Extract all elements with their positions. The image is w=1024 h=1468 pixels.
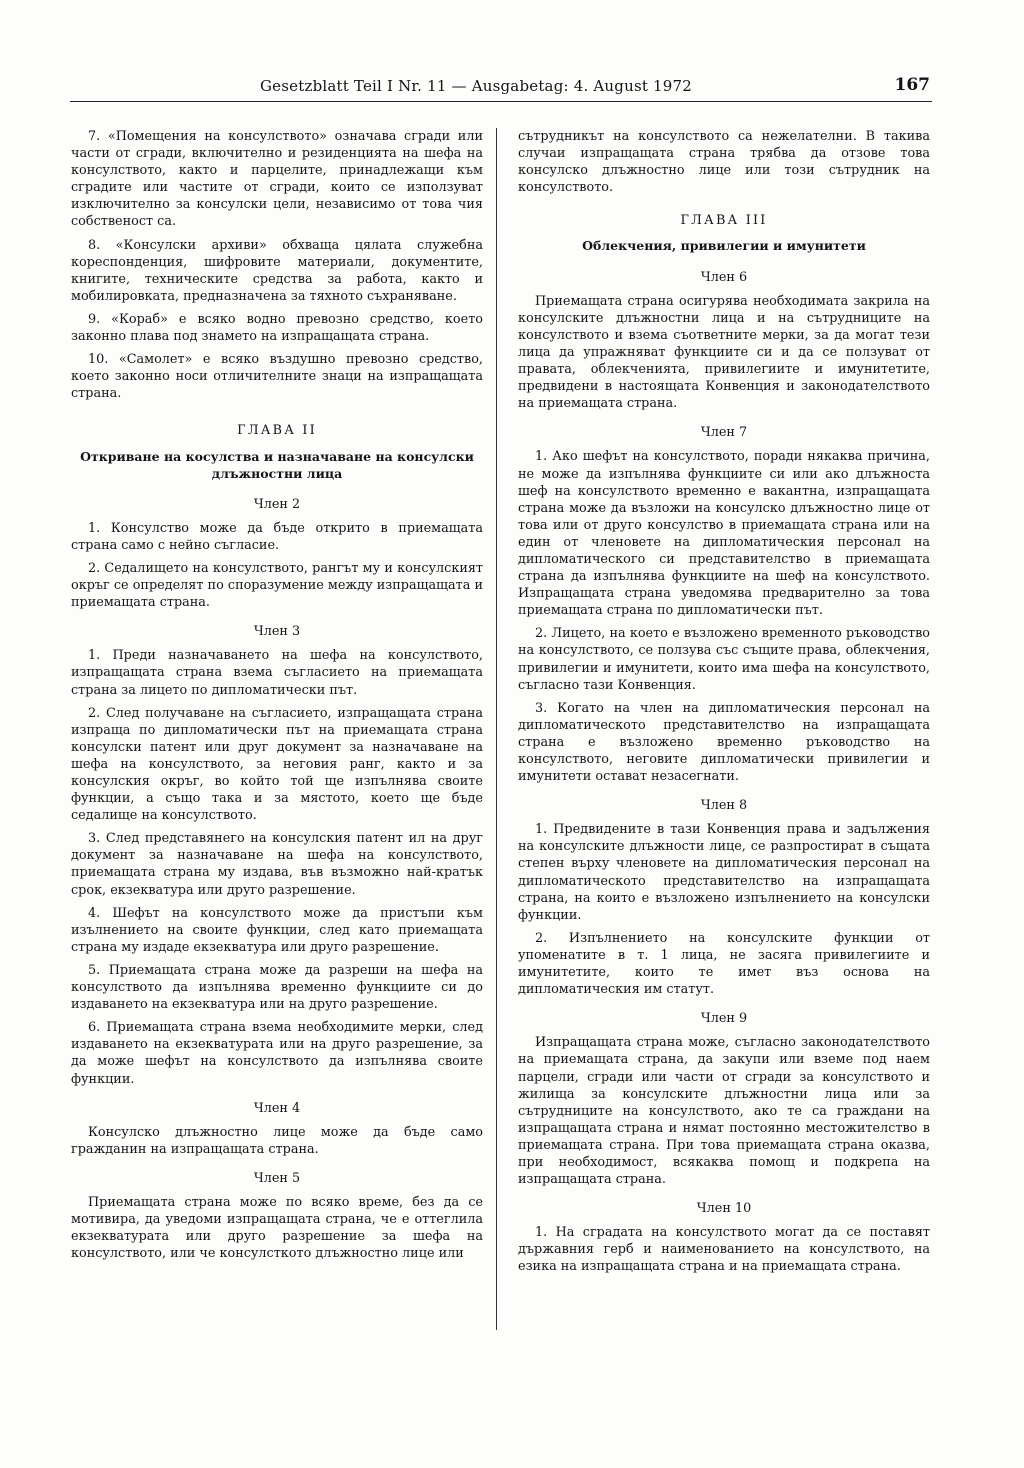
page-header	[70, 75, 932, 103]
article-3-paragraph-4: 4. Шефът на консулството може да пристъпи към изълнението на своите функции, след като приемащата страна му издаде екзекватура или друго разрешение.	[71, 905, 483, 955]
chapter-heading-2: ГЛАВА II	[237, 423, 317, 439]
chapter-title-2: Откриване на косулства и назначаване на консулски длъжностни лица	[80, 448, 474, 481]
article-3-paragraph-1: 1. Преди назначаването на шефа на консулството, изпращащата страна взема съгласието на приемащата страна за лицето по дипломатически път.	[71, 648, 483, 698]
article-5-paragraph-1: Приемащата страна може по всяко време, без да се мотивира, да уведоми изпращащата страна, че е оттеглила екзекватурата или друго разрешение за шефа на консулството, или че консулсткото длъжностно лице или	[71, 1194, 483, 1262]
left-column	[71, 128, 483, 1268]
article-7-paragraph-2: 2. Лицето, на което е възложено временното ръководство на консулството, се ползува със същите права, облекчения, привилегии и имунитети, които има шефа на консулството, съгласно тази Конвенция.	[518, 626, 930, 693]
article-heading-9: Член 9	[700, 1011, 748, 1027]
definition-8: 8. «Консулски архиви» обхваща цялата служебна кореспонденция, шифровите материали, документите, книгите, техническите средства за работа, както и мобилировката, предназначена за тяхното съхраняване.	[71, 237, 483, 304]
definition-10: 10. «Самолет» е всяко въздушно превозно средство, което законно носи отличителните знаци на изпращащата страна.	[71, 352, 483, 402]
article-4-paragraph-1: Консулско длъжностно лице може да бъде само гражданин на изпращащата страна.	[71, 1124, 483, 1157]
definition-7: 7. «Помещения на консулството» означава сгради или части от сгради, включително и резиденцията на шефа на консулството, както и парцелите, принадлежащи към сградите или частите от сгради, които се използуват изключително за консулски цели, независимо от това чия собственост са.	[71, 129, 483, 230]
article-2-paragraph-2: 2. Седалището на консулството, рангът му и консулският окръг се определят по споразумение между изпращащата и приемащата страна.	[71, 560, 483, 611]
article-6-paragraph-1: Приемащата страна осигурява необходимата закрила на консулските длъжностни лица и на сътрудниците на консулството и взема съответните мерки, за да могат тези лица да упражняват функциите си и да се ползуват от правата, облекченията, привилегиите и имунитетите, предвидени в настоящата Конвенция и законодателството на приемащата страна.	[518, 293, 930, 412]
article-8-paragraph-2: 2. Изпълнението на консулските функции от упоменатите в т. 1 лица, не засяга привилегиите и имунитетите, които те имет въз основа на дипломатическия им статут.	[518, 930, 930, 998]
article-3-paragraph-2: 2. След получаване на съгласието, изпращащата страна изпраща по дипломатически път на приемащата страна консулски патент или друг документ за назначаване на шефа на консулството, за неговия ранг, както и за консулския окръг, во който той ще изпълнява своите функции, а също така и за мястото, което ще бъде седалище на консулството.	[71, 705, 483, 824]
article-heading-5: Член 5	[253, 1170, 301, 1186]
article-heading-10: Член 10	[696, 1201, 752, 1217]
article-5-continuation: сътрудникът на консулството са нежелателни. В такива случаи изпращащата страна трябва да отзове това консулско длъжностно лице или този сътрудник на консулството.	[518, 129, 930, 196]
article-9-paragraph-1: Изпращащата страна може, съгласно законодателството на приемащата страна, да закупи или вземе под наем парцели, сгради или части от сгради за консулството и жилища за консулските длъжностни лица или за сътрудниците на консулството, ако те са граждани на изпращащата страна и нямат постоянно местожителство в приемащата страна. При това приемащата страна оказва, при необходимост, всякаква помощ и подкрепа на изпращащата страна.	[518, 1035, 930, 1188]
article-heading-8: Член 8	[700, 798, 748, 814]
article-heading-7: Член 7	[700, 425, 748, 441]
running-head: Gesetzblatt Teil I Nr. 11 — Ausgabetag: 4. August 1972	[260, 77, 693, 95]
chapter-title-3: Облекчения, привилегии и имунитети	[582, 238, 866, 254]
definition-9: 9. «Кораб» е всяко водно превозно средство, което законно плава под знамето на изпращащата страна.	[71, 311, 483, 345]
article-heading-4: Член 4	[253, 1100, 301, 1116]
chapter-heading-3: ГЛАВА III	[680, 213, 768, 229]
column-divider	[496, 128, 497, 1330]
right-column	[518, 128, 930, 1282]
article-heading-2: Член 2	[253, 496, 301, 512]
article-7-paragraph-3: 3. Когато на член на дипломатическия персонал на дипломатическото представителство на изпращащата страна е възложено временно ръководство на консулството, неговите дипломатически привилегии и имунитети остават незасегнати.	[518, 700, 930, 785]
page-number: 167	[894, 75, 930, 95]
article-3-paragraph-6: 6. Приемащата страна взема необходимите мерки, след издаването на екзекватурата или на друго разрешение, за да може шефът на консулството да изпълнява своите функции.	[71, 1020, 483, 1087]
article-3-paragraph-5: 5. Приемащата страна може да разреши на шефа на консулството да изпълнява временно функциите си до издаването на екзекватура или на друго разрешение.	[71, 962, 483, 1013]
article-heading-6: Член 6	[700, 269, 748, 285]
article-10-paragraph-1: 1. На сградата на консулството могат да се поставят държавния герб и наименованието на консулството, на езика на изпращащата страна и на приемащата страна.	[518, 1225, 930, 1275]
header-rule	[70, 101, 932, 102]
article-2-paragraph-1: 1. Консулство може да бъде открито в приемащата страна само с нейно съгласие.	[71, 520, 483, 553]
article-7-paragraph-1: 1. Ако шефът на консулството, поради някаква причина, не може да изпълнява функциите си или ако длъжноста шеф на консулството временно е вакантна, изпращащата страна може да възложи на консулско длъжностно лице от това или от друго консулство в приемащата страна или на един от членовете на дипломатическия персонал на дипломатического си представителство в приемащата страна да изпълнява функциите на шеф на консулството. Изпращащата страна уведомява предварително за това приемащата страна по дипломатически път.	[518, 449, 930, 619]
article-3-paragraph-3: 3. След представянего на консулския патент ил на друг документ за назначаване на шефа на консулството, приемащата страна му издава, във възможно най-кратък срок, екзекватура или друго разрешение.	[71, 831, 483, 898]
article-8-paragraph-1: 1. Предвидените в тази Конвенция права и задължения на консулските длъжности лице, се разпростират в същата степен върху членовете на дипломатическия персонал на дипломатическото представителство на изпращащата страна, на които е възложено изпълнението на консулски функции.	[518, 822, 930, 923]
article-heading-3: Член 3	[253, 624, 301, 640]
